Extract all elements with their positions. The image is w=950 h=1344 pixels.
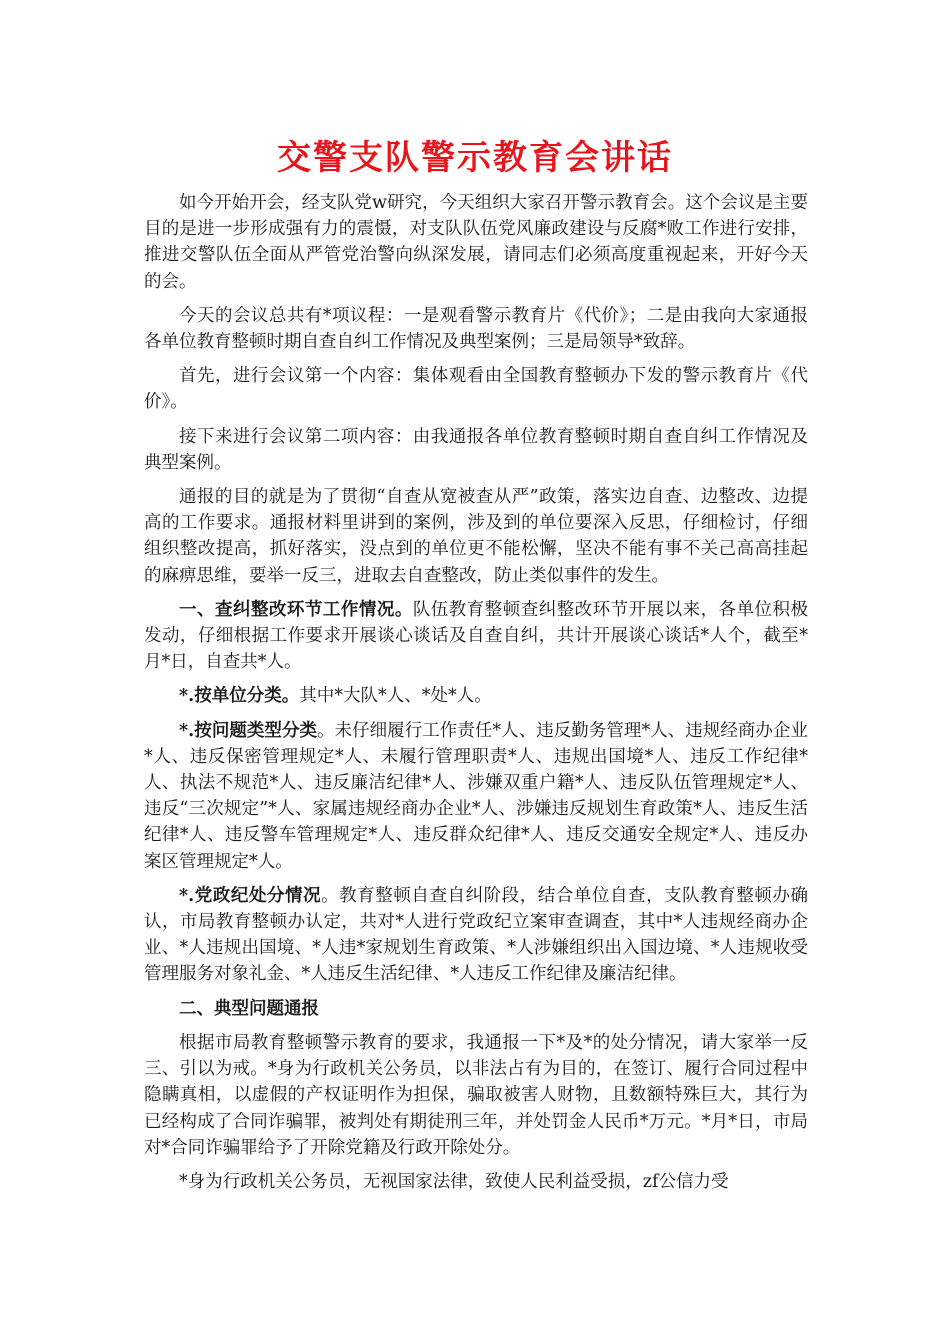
paragraph-1: 如今开始开会，经支队党w研究，今天组织大家召开警示教育会。这个会议是主要目的是进一步形成强有力的震慑，对支队队伍党风廉政建设与反腐*败工作进行安排，推进交警队伍全面从严管党治警向纵深发展，请同志们必须高度重视起来，开好今天的会。	[144, 193, 808, 292]
subsection-by-unit: *.按单位分类。其中*大队*人、*处*人。	[179, 686, 492, 707]
subsection-discipline: *.党政纪处分情况。教育整顿自查自纠阶段，结合单位自查，支队教育整顿办确认，市局教育整顿办认定，共对*人进行党政纪立案审查调查，其中*人违规经商办企业、*人违规出国境、*人违*家规划生育政策、*人涉嫌组织出入国边境、*人违规收受管理服务对象礼金、*人违反生活纪律、*人违反工作纪律及廉洁纪律。	[144, 885, 808, 985]
section-heading: 一、查纠整改环节工作情况。	[179, 599, 413, 620]
subsection-heading: *.按单位分类。	[179, 686, 300, 707]
section-heading: 二、典型问题通报	[179, 998, 319, 1019]
subsection-by-type: *.按问题类型分类。未仔细履行工作责任*人、违反勤务管理*人、违规经商办企业*人、违反保密管理规定*人、未履行管理职责*人、违规出国境*人、违反工作纪律*人、执法不规范*人、违反廉洁纪律*人、涉嫌双重户籍*人、违反队伍管理规定*人、违反“三次规定”*人、家属违规经商办企业*人、涉嫌违反规划生育政策*人、违反生活纪律*人、违反警车管理规定*人、违反群众纪律*人、违反交通安全规定*人、违反办案区管理规定*人。	[144, 720, 809, 872]
document-title: 交警支队警示教育会讲话	[277, 138, 673, 178]
paragraph-3: 首先，进行会议第一个内容：集体观看由全国教育整顿办下发的警示教育片《代价》。	[144, 366, 808, 413]
paragraph-4: 接下来进行会议第二项内容：由我通报各单位教育整顿时期自查自纠工作情况及典型案例。	[144, 426, 808, 473]
paragraph-2: 今天的会议总共有*项议程：一是观看警示教育片《代价》；二是由我向大家通报各单位教育整顿时期自查自纠工作情况及典型案例；三是局领导*致辞。	[144, 305, 808, 353]
section-1-paragraph: 一、查纠整改环节工作情况。队伍教育整顿查纠整改环节开展以来，各单位积极发动，仔细根据工作要求开展谈心谈话及自查自纠，共计开展谈心谈话*人个，截至*月*日，自查共*人。	[144, 599, 809, 673]
paragraph-case-2: *身为行政机关公务员，无视国家法律，致使人民利益受损，zf公信力受	[179, 1171, 729, 1192]
paragraph-5: 通报的目的就是为了贯彻“自查从宽被查从严”政策，落实边自查、边整改、边提高的工作要求。通报材料里讲到的案例，涉及到的单位要深入反思，仔细检讨，仔细组织整改提高，抓好落实，没点到的单位更不能松懈，坚决不能有事不关己高高挂起的麻痹思维，要举一反三，进取去自查整改，防止类似事件的发生。	[144, 487, 808, 586]
document-body	[144, 190, 808, 1203]
subsection-heading: *.党政纪处分情况	[179, 885, 322, 906]
section-2-heading	[144, 996, 808, 1022]
subsection-heading: *.按问题类型分类	[179, 720, 318, 741]
paragraph-case-1: 根据市局教育整顿警示教育的要求，我通报一下*及*的处分情况，请大家举一反三、引以为戒。*身为行政机关公务员，以非法占有为目的，在签订、履行合同过程中隐瞒真相，以虚假的产权证明作为担保，骗取被害人财物，且数额特殊巨大，其行为已经构成了合同诈骗罪，被判处有期徒刑三年，并处罚金人民币*万元。*月*日，市局对*合同诈骗罪给予了开除党籍及行政开除处分。	[144, 1032, 808, 1158]
